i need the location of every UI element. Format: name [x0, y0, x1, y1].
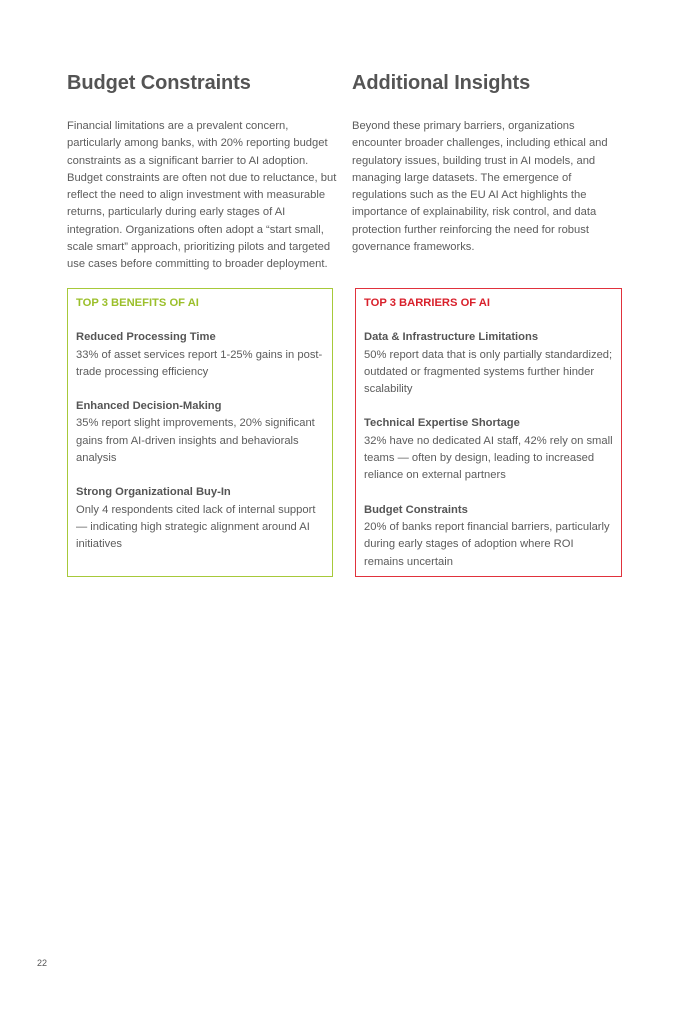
benefit-item-desc: Only 4 respondents cited lack of internal support — indicating high strategic alignment around AI initiatives [76, 503, 316, 551]
page-number: 22 [37, 958, 48, 968]
benefits-box-title: TOP 3 BENEFITS OF AI [76, 297, 199, 309]
barrier-item [364, 329, 613, 398]
benefit-item [76, 398, 324, 467]
additional-insights-section [352, 70, 620, 256]
barrier-item-desc: 20% of banks report financial barriers, particularly during early stages of adoption where ROI remains uncertain [364, 520, 610, 568]
benefit-item-title: Enhanced Decision-Making [76, 400, 222, 413]
barrier-item-desc: 50% report data that is only partially standardized; outdated or fragmented systems further hinder scalability [364, 348, 613, 396]
barriers-box [355, 288, 622, 577]
barrier-item-desc: 32% have no dedicated AI staff, 42% rely on small teams — often by design, leading to increased reliance on external partners [364, 434, 613, 482]
benefit-item-desc: 35% report slight improvements, 20% significant gains from AI-driven insights and behaviorals analysis [76, 417, 315, 465]
budget-constraints-body: Financial limitations are a prevalent concern, particularly among banks, with 20% reporting budget constraints as a significant barrier to AI adoption. Budget constraints are often not due to reluctance, but reflect the need to align investment with measurable returns, particularly during early stages of AI integration. Organizations often adopt a “start small, scale smart” approach, prioritizing pilots and targeted use cases before committing to broader deployment. [67, 120, 337, 271]
benefit-item-desc: 33% of asset services report 1-25% gains in post-trade processing efficiency [76, 348, 323, 378]
additional-insights-body: Beyond these primary barriers, organizations encounter broader challenges, including ethical and regulatory issues, building trust in AI models, and managing large datasets. The emergence of regulations such as the EU AI Act highlights the importance of explainability, risk control, and data protection further reinforcing the need for robust governance frameworks. [352, 120, 608, 254]
benefit-item [76, 329, 324, 381]
benefit-item-title: Reduced Processing Time [76, 331, 216, 344]
barrier-item-title: Technical Expertise Shortage [364, 417, 520, 430]
barriers-box-title: TOP 3 BARRIERS OF AI [364, 297, 490, 309]
additional-insights-title: Additional Insights [352, 72, 531, 94]
benefit-item-title: Strong Organizational Buy-In [76, 486, 231, 499]
benefit-item [76, 484, 324, 553]
benefits-box [67, 288, 333, 577]
barrier-item [364, 415, 613, 484]
budget-constraints-section [67, 70, 339, 274]
barrier-item [364, 502, 613, 571]
barrier-item-title: Budget Constraints [364, 503, 468, 516]
barrier-item-title: Data & Infrastructure Limitations [364, 331, 539, 344]
budget-constraints-title: Budget Constraints [67, 72, 251, 94]
